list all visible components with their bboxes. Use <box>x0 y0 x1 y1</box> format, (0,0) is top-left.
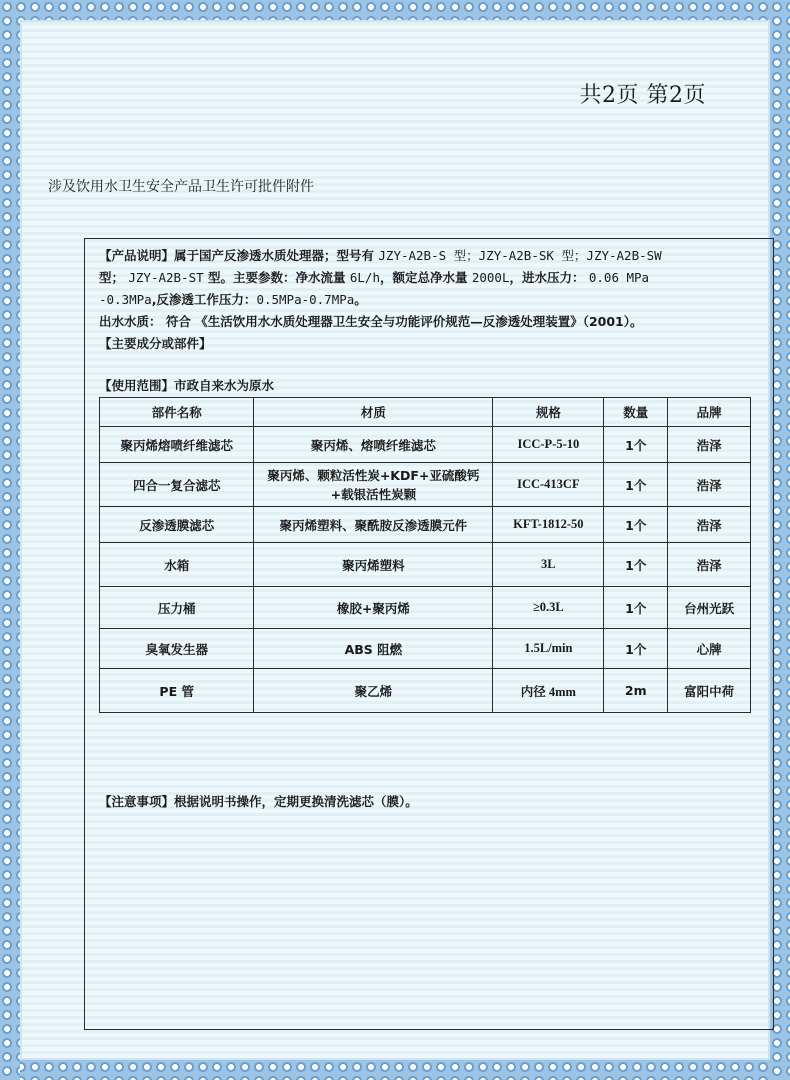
header-brand: 品牌 <box>668 398 751 427</box>
content-box <box>84 238 774 1030</box>
components-label: 【主要成分或部件】 <box>99 336 212 351</box>
table-row: PE 管 聚乙烯 内径 4mm 2m 富阳中荷 <box>100 669 751 713</box>
outlet-water-quality: 出水水质： 符合 《生活饮用水水质处理器卫生安全与功能评价规范—反渗透处理装置》（2001）。 <box>99 314 643 329</box>
table-header-row <box>100 398 751 427</box>
header-material: 材质 <box>254 398 493 427</box>
model-list-2: JZY-A2B-ST <box>128 270 204 285</box>
table-row: 水箱 聚丙烯塑料 3L 1个 浩泽 <box>100 543 751 587</box>
header-part-name: 部件名称 <box>100 398 254 427</box>
product-description-label: 【产品说明】 <box>99 248 175 263</box>
header-spec: 规格 <box>493 398 604 427</box>
usage-scope: 【使用范围】市政自来水为原水 <box>99 378 275 393</box>
model-list-1: JZY-A2B-S 型；JZY-A2B-SK 型；JZY-A2B-SW <box>378 248 662 263</box>
product-description: 【产品说明】属于国产反渗透水质处理器；型号有 JZY-A2B-S 型；JZY-A2B-SK 型；JZY-A2B-SW 型； JZY-A2B-ST 型。主要参数：净水流量 6L/h，额定总净水量 2000L，进水压力： 0.06 MPa -0.3MPa,反渗透工作压力：0.5MPa-0.7MPa。 <box>99 248 662 307</box>
table-row: 压力桶 橡胶+聚丙烯 ≥0.3L 1个 台州光跃 <box>100 587 751 629</box>
parts-table <box>99 397 751 713</box>
table-row: 臭氧发生器 ABS 阻燃 1.5L/min 1个 心牌 <box>100 629 751 669</box>
page-number: 共2页 第2页 <box>579 83 706 108</box>
document-title: 涉及饮用水卫生安全产品卫生许可批件附件 <box>48 179 314 195</box>
table-row: 聚丙烯熔喷纤维滤芯 聚丙烯、熔喷纤维滤芯 ICC-P-5-10 1个 浩泽 <box>100 427 751 463</box>
header-quantity: 数量 <box>604 398 668 427</box>
table-row: 反渗透膜滤芯 聚丙烯塑料、聚酰胺反渗透膜元件 KFT-1812-50 1个 浩泽 <box>100 507 751 543</box>
table-row: 四合一复合滤芯 聚丙烯、颗粒活性炭+KDF+亚硫酸钙+载银活性炭颗 ICC-413CF 1个 浩泽 <box>100 463 751 507</box>
notes: 【注意事项】根据说明书操作，定期更换清洗滤芯（膜）。 <box>99 794 418 809</box>
